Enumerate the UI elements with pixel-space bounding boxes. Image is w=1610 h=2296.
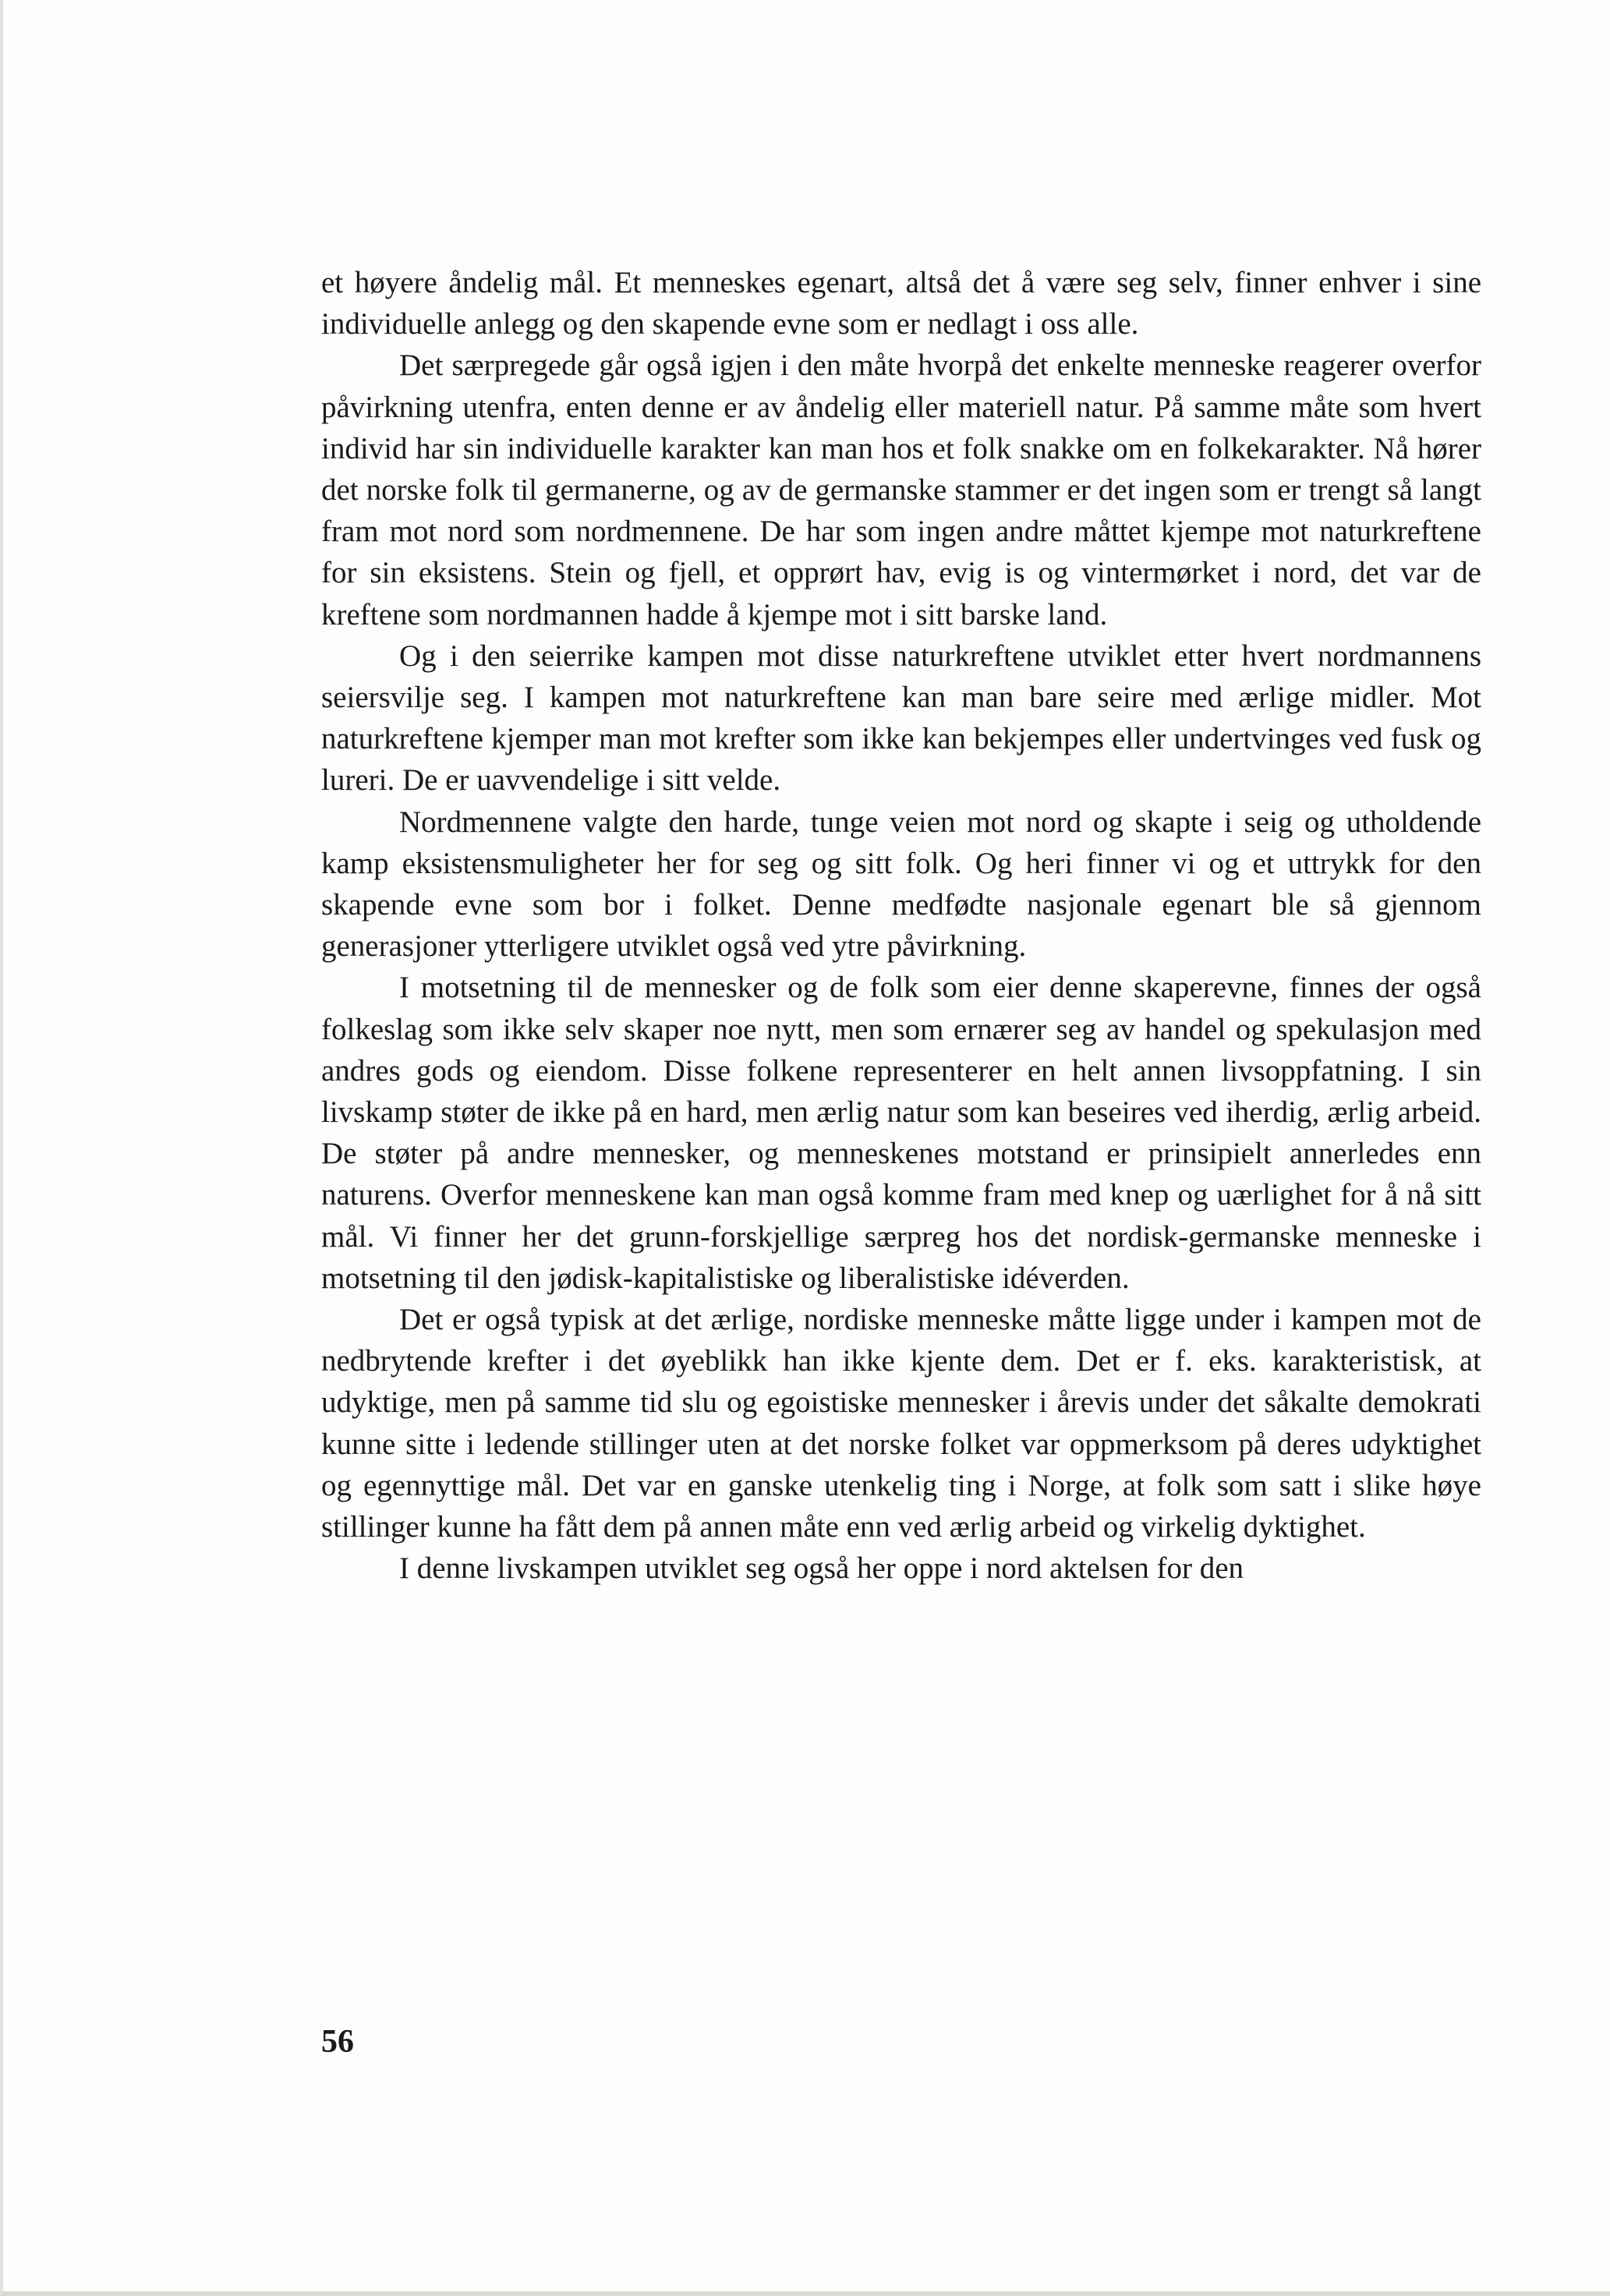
body-text xyxy=(321,262,1481,1590)
paragraph-6: Det er også typisk at det ærlige, nordiske menneske måtte ligge under i kampen mot de nedbrytende krefter i det øyeblikk han ikke kjente dem. Det er f. eks. karakteristisk, at udyktige, men på samme tid slu og egoistiske mennesker i årevis under det såkalte demokrati kunne sitte i ledende stillinger uten at det norske folket var oppmerksom på deres udyktighet og egennyttige mål. Det var en ganske utenkelig ting i Norge, at folk som satt i slike høye stillinger kunne ha fått dem på annen måte enn ved ærlig arbeid og virkelig dyktighet. xyxy=(321,1303,1481,1544)
paragraph-2: Det særpregede går også igjen i den måte hvorpå det enkelte menneske reagerer overfor påvirkning utenfra, enten denne er av åndelig eller materiell natur. På samme måte som hvert individ har sin individuelle karakter kan man hos et folk snakke om en folkekarakter. Nå hører det norske folk til germanerne, og av de germanske stammer er det ingen som er trengt så langt fram mot nord som nordmennene. De har som ingen andre måttet kjempe mot naturkreftene for sin eksistens. Stein og fjell, et opprørt hav, evig is og vintermørket i nord, det var de kreftene som nordmannen hadde å kjempe mot i sitt barske land. xyxy=(321,348,1481,631)
paragraph-4: Nordmennene valgte den harde, tunge veien mot nord og skapte i seig og utholdende kamp eksistensmuligheter her for seg og sitt folk. Og heri finner vi og et uttrykk for den skapende evne som bor i folket. Denne medfødte nasjonale egenart ble så gjennom generasjoner ytterligere utviklet også ved ytre påvirkning. xyxy=(321,805,1481,964)
paragraph-7: I denne livskampen utviklet seg også her oppe i nord aktelsen for den xyxy=(399,1551,1244,1586)
paragraph-5: I motsetning til de mennesker og de folk som eier denne skaperevne, finnes der også folkeslag som ikke selv skaper noe nytt, men som ernærer seg av handel og spekulasjon med andres gods og eiendom. Disse folkene representerer en helt annen livsoppfatning. I sin livskamp støter de ikke på en hard, men ærlig natur som kan beseires ved iherdig, ærlig arbeid. De støter på andre mennesker, og menneskenes motstand er prinsipielt annerledes enn naturens. Overfor menneskene kan man også komme fram med knep og uærlighet for å nå sitt mål. Vi finner her det grunn-forskjellige særpreg hos det nordisk-germanske menneske i motsetning til den jødisk-kapitalistiske og liberalistiske idéverden. xyxy=(321,971,1481,1295)
paragraph-3: Og i den seierrike kampen mot disse naturkreftene utviklet etter hvert nordmannens seiersvilje seg. I kampen mot naturkreftene kan man bare seire med ærlige midler. Mot naturkreftene kjemper man mot krefter som ikke kan bekjempes eller undertvinges ved fusk og lureri. De er uavvendelige i sitt velde. xyxy=(321,639,1481,798)
paragraph-1: et høyere åndelig mål. Et menneskes egenart, altså det å være seg selv, finner enhver i sine individuelle anlegg og den skapende evne som er nedlagt i oss alle. xyxy=(321,266,1481,341)
page-number: 56 xyxy=(321,2024,354,2060)
